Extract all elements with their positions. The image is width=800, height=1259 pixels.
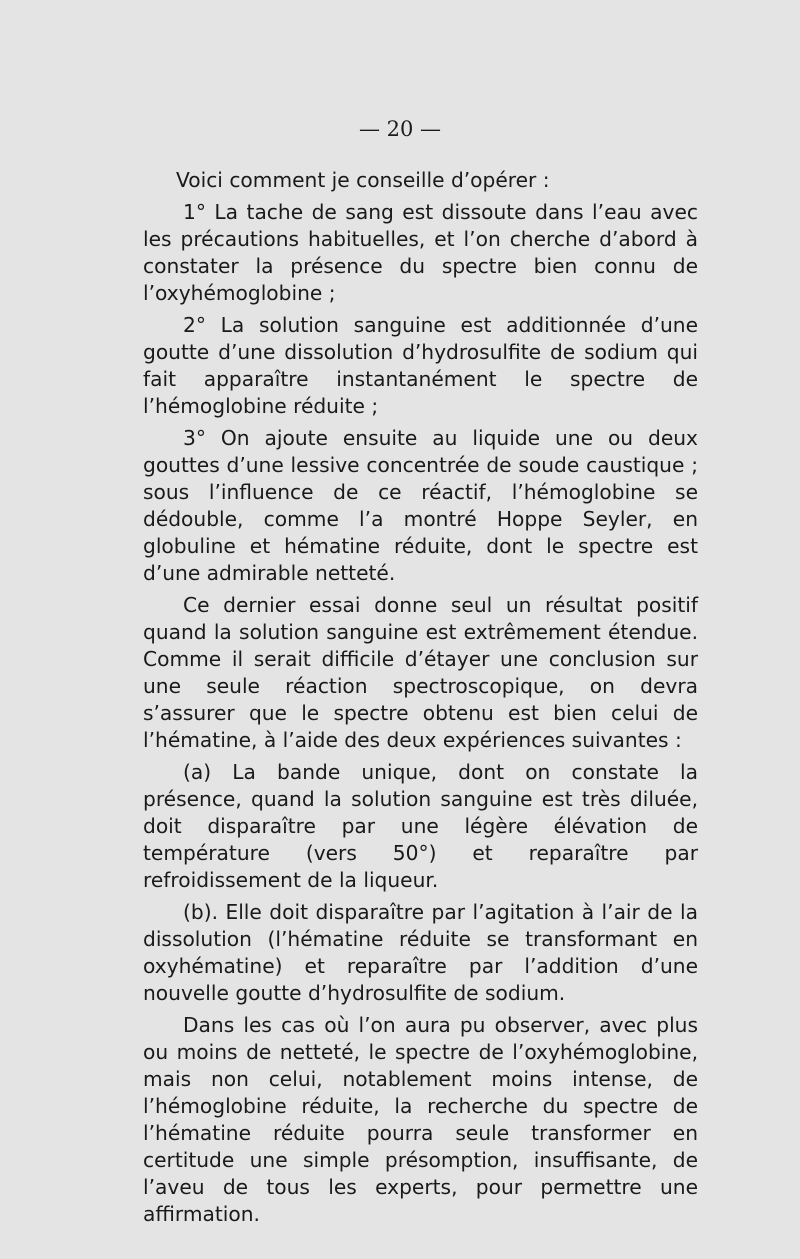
body-text [143, 167, 698, 1228]
paragraph-experiment-a: (a) La bande unique, dont on constate la présence, quand la solution sanguine est très diluée, doit disparaître par une légère élévation de température (vers 50°) et reparaître par refroidissement de la liqueur. [143, 760, 698, 892]
paragraph-step-2: 2° La solution sanguine est additionnée d’une goutte d’une dissolution d’hydrosulfite de sodium qui fait apparaître instantanément le spectre de l’hémoglobine réduite ; [143, 313, 698, 418]
page-number: — 20 — [358, 117, 442, 141]
paragraph-step-1: 1° La tache de sang est dissoute dans l’eau avec les précautions habituelles, et l’on cherche d’abord à constater la présence du spectre bien connu de l’oxyhémoglobine ; [143, 200, 698, 305]
paragraph-verification: Ce dernier essai donne seul un résultat positif quand la solution sanguine est extrêmement étendue. Comme il serait difficile d’étayer une conclusion sur une seule réaction spectroscopique, on devra s’assurer que le spectre obtenu est bien celui de l’hématine, à l’aide des deux expériences suivantes : [143, 593, 698, 752]
paragraph-step-3: 3° On ajoute ensuite au liquide une ou deux gouttes d’une lessive concentrée de soude caustique ; sous l’influence de ce réactif, l’hémoglobine se dédouble, comme l’a montré Hoppe Seyler, en globuline et hématine réduite, dont le spectre est d’une admirable netteté. [143, 426, 698, 585]
paragraph-conclusion: Dans les cas où l’on aura pu observer, avec plus ou moins de netteté, le spectre de l’oxyhémoglobine, mais non celui, notablement moins intense, de l’hémoglobine réduite, la recherche du spectre de l’hématine réduite pourra seule transformer en certitude une simple présomption, insuffisante, de l’aveu de tous les experts, pour permettre une affirmation. [143, 1013, 698, 1226]
paragraph-intro: Voici comment je conseille d’opérer : [176, 168, 550, 192]
paragraph-experiment-b: (b). Elle doit disparaître par l’agitation à l’air de la dissolution (l’hématine réduite se transformant en oxyhématine) et reparaître par l’addition d’une nouvelle goutte d’hydrosulfite de sodium. [143, 900, 698, 1005]
